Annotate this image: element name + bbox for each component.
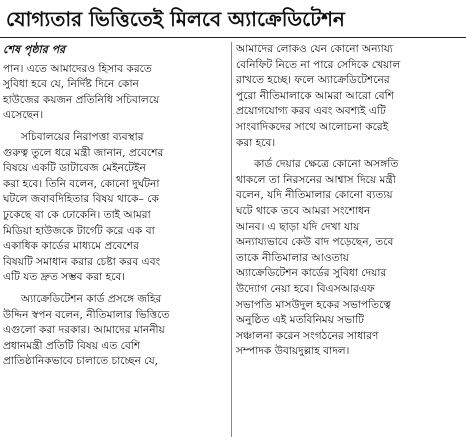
text-line: পান। এতে আমাদেরও হিসাব করতে	[3, 62, 152, 75]
text-line: গুরুত্ব তুলে ধরে মন্ত্রী জানান, প্রবেশের	[3, 146, 164, 159]
text-line: প্রাতিষ্ঠানিকভাবে চালাতে চাচ্ছেন যে,	[3, 355, 159, 368]
text-line: একাধিক কার্ডের মাধ্যমে প্রবেশের	[3, 240, 139, 253]
left-column	[3, 42, 227, 370]
text-line: আমাদের লোকও যেন কোনো অন্যায্য	[236, 43, 393, 55]
text-line: উদ্যোগ নেয়া হবে। বিএসআরএফ	[236, 282, 375, 295]
paragraph-4	[236, 42, 462, 151]
text-line: সুবিধা হবে যে, নির্দিষ্ট দিনে কোন	[3, 78, 139, 91]
text-line: সম্পাদক উবায়দুল্লাহ বাদল।	[236, 345, 350, 358]
text-line: হাউজের কয়জন প্রতিনিধি সচিবালয়ে	[3, 93, 160, 106]
text-line: সাংবাদিকদের সাথে আলোচনা করেই	[236, 120, 389, 133]
text-line: অন্যায্যভাবে কেউ বাদ পড়েছেন, তবে	[236, 236, 394, 249]
text-line: ঘটলে জবাবদিহিতার বিষয় থাকে– কে	[3, 193, 159, 206]
paragraph-2	[3, 130, 227, 286]
text-line: অ্যাক্রেডিটেশন কার্ডের সুবিধা দেয়ার	[236, 267, 387, 280]
right-column	[236, 42, 462, 360]
paragraph-5	[236, 157, 462, 360]
text-line: মিডিয়া হাউজকে টার্গেট করে এক বা	[3, 224, 155, 237]
text-line: অ্যাক্রেডিটেশন কার্ড প্রসঙ্গে জহির	[21, 292, 162, 305]
text-line: করা হবে।	[236, 136, 276, 149]
text-line: বেনিফিট নিতে না পারে সেদিকে খেয়াল	[236, 58, 401, 71]
text-line: সভাপতি মাসউদুল হকের সভাপতিত্বে	[236, 298, 391, 311]
text-line: ঢুকেছে বা কে ঢোকেনি। তাই আমরা	[3, 208, 151, 221]
text-line: সচিবালয়ের নিরাপত্তা ব্যবস্থার	[21, 130, 144, 143]
text-line: প্রধানমন্ত্রী প্রতিটি বিষয় এত বেশি	[3, 339, 141, 352]
column-divider	[231, 42, 232, 437]
text-line: উদ্দিন স্বপন বলেন, নীতিমালার ভিত্তিতে	[3, 308, 170, 321]
paragraph-1	[3, 62, 227, 124]
text-line: কার্ড দেয়ার ক্ষেত্রে কোনো অসঙ্গতি	[254, 158, 399, 171]
text-line: বিষয়টি সমাধান করার চেষ্টা করব এবং	[3, 255, 161, 268]
text-line: এটি যত দ্রুত সম্ভব করা হবে।	[3, 271, 126, 284]
text-line: পুরো নীতিমালাকে আমরা আরো বেশি	[236, 89, 394, 102]
text-line: ঘটে থাকে তবে আমরা সংশোধন	[236, 204, 371, 217]
continued-label: শেষ পৃষ্ঠার পর	[3, 43, 66, 56]
text-line: থাকলে তা নিরসনের আশ্বাস দিয়ে মন্ত্রী	[236, 173, 396, 186]
text-line: রাখতে হচ্ছে। ফলে অ্যাক্রেডিটেশনের	[236, 74, 390, 87]
text-line: বলেন, যদি নীতিমালার কোনো ব্যত্যয়	[236, 189, 393, 202]
text-line: করা হবে। তিনি বলেন, কোনো দুর্ঘটনা	[3, 177, 160, 190]
text-line: প্রয়োগযোগ্য করব এবং অবশ্যই এটি	[236, 105, 386, 118]
text-line: বিষয়ে একটি ডাটাবেজ মেইনটেইন	[3, 162, 146, 175]
text-line: অনুষ্ঠিত এই মতবিনিময় সভাটি	[236, 314, 365, 327]
text-line: তাকে নীতিমালার আওতায়	[236, 251, 349, 264]
text-line: আনব। এ ছাড়া যদি দেখা যায়	[236, 220, 360, 233]
text-line: সঞ্চালনা করেন সংগঠনের সাধারণ	[236, 329, 379, 342]
text-line: এসেছেন।	[3, 109, 44, 122]
headline: যোগ্যতার ভিত্তিতেই মিলবে অ্যাক্রেডিটেশন	[0, 0, 466, 38]
text-line: এগুলো করা দরকার। আমাদের মাননীয়	[3, 324, 165, 337]
paragraph-3	[3, 292, 227, 370]
